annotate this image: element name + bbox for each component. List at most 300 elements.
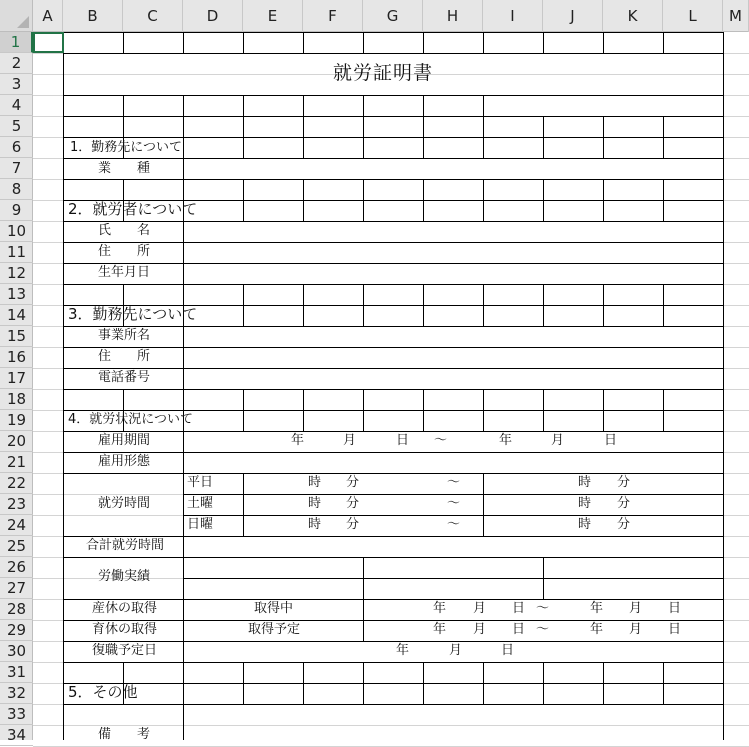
border-line [183,347,184,368]
border-line [303,32,304,53]
border-line [63,431,723,432]
saturday-end-minute: 分 [617,496,631,511]
border-line [183,179,184,200]
border-line [723,95,724,116]
remarks-label: 備 考 [98,727,151,742]
border-line [303,95,304,116]
border-line [183,389,184,410]
border-line [183,578,723,579]
border-line [63,326,723,327]
childcare-day-1: 日 [512,622,526,637]
row-header-6[interactable]: 6 [0,137,33,158]
border-line [663,389,664,410]
border-line [483,32,484,53]
row-header-9[interactable]: 9 [0,200,33,221]
border-line [663,200,664,221]
worker-name-label: 氏 名 [98,223,151,238]
border-line [243,305,244,326]
border-line [543,389,544,410]
row-header-34[interactable]: 34 [0,725,33,746]
border-line [603,410,604,431]
border-line [63,263,723,264]
border-line [543,137,544,158]
border-line [183,116,184,137]
row-header-24[interactable]: 24 [0,515,33,536]
row-header-28[interactable]: 28 [0,599,33,620]
column-header-h[interactable]: H [423,0,483,32]
period-month-2: 月 [551,433,565,448]
border-line [483,137,484,158]
border-line [423,179,424,200]
border-line [63,389,64,410]
maternity-day-2: 日 [668,601,682,616]
return-day: 日 [501,643,515,658]
row-header-32[interactable]: 32 [0,683,33,704]
border-line [63,347,64,368]
border-line [63,641,723,642]
border-line [363,179,364,200]
border-line [63,683,723,684]
border-line [183,221,184,242]
border-line [483,95,484,116]
border-line [423,200,424,221]
border-line [363,32,364,53]
border-line [63,53,64,95]
border-line [363,662,364,683]
border-line [183,158,184,179]
border-line [63,221,723,222]
border-line [423,389,424,410]
section3-heading: 3．勤務先について [68,305,198,323]
border-line [183,284,184,305]
sunday-tilde: ～ [447,517,461,532]
border-line [303,284,304,305]
border-line [543,200,544,221]
weekday-end-minute: 分 [617,475,631,490]
border-line [303,200,304,221]
row-header-10[interactable]: 10 [0,221,33,242]
border-line [63,284,64,305]
column-header-g[interactable]: G [363,0,423,32]
border-line [603,389,604,410]
border-line [663,116,664,137]
childcare-month-2: 月 [629,622,643,637]
row-header-4[interactable]: 4 [0,95,33,116]
row-header-30[interactable]: 30 [0,641,33,662]
border-line [63,683,64,704]
border-line [723,179,724,200]
border-line [363,137,364,158]
border-line [63,704,64,740]
period-day-2: 日 [604,433,618,448]
row-header-5[interactable]: 5 [0,116,33,137]
border-line [183,137,184,158]
border-line [543,410,544,431]
border-line [63,410,64,431]
border-line [723,53,724,95]
maternity-tilde: ～ [536,601,550,616]
weekday-start-minute: 分 [346,475,360,490]
border-line [183,431,184,452]
row-header-23[interactable]: 23 [0,494,33,515]
border-line [723,473,724,536]
border-line [243,473,244,536]
border-line [243,389,244,410]
border-line [183,683,184,704]
border-line [303,116,304,137]
border-line [303,683,304,704]
row-header-21[interactable]: 21 [0,452,33,473]
border-line [63,620,64,641]
border-line [243,137,244,158]
border-line [543,662,544,683]
border-line [243,179,244,200]
border-line [63,368,64,389]
border-line [723,284,724,305]
column-header-c[interactable]: C [123,0,183,32]
row-header-17[interactable]: 17 [0,368,33,389]
row-header-26[interactable]: 26 [0,557,33,578]
weekday-tilde: ～ [447,475,461,490]
section5-heading: 5．その他 [68,683,138,701]
border-line [423,662,424,683]
border-line [723,431,724,452]
row-header-20[interactable]: 20 [0,431,33,452]
border-line [243,116,244,137]
border-line [183,536,184,557]
maternity-month-2: 月 [629,601,643,616]
employment-type-label: 雇用形態 [98,454,151,469]
border-line [63,242,64,263]
border-line [483,116,484,137]
period-year-1: 年 [291,433,305,448]
column-header-a[interactable]: A [33,0,63,32]
saturday-tilde: ～ [447,496,461,511]
border-line [663,179,664,200]
sunday-end-minute: 分 [617,517,631,532]
row-header-11[interactable]: 11 [0,242,33,263]
border-line [723,137,724,158]
border-line [663,284,664,305]
border-line [483,389,484,410]
border-line [183,263,184,284]
border-line [183,32,184,53]
row-header-22[interactable]: 22 [0,473,33,494]
employment-period-label: 雇用期間 [98,433,151,448]
border-line [723,389,724,410]
column-header-f[interactable]: F [303,0,363,32]
row-header-8[interactable]: 8 [0,179,33,200]
row-header-3[interactable]: 3 [0,74,33,95]
border-line [723,641,724,662]
border-line [63,620,723,621]
column-header-d[interactable]: D [183,0,243,32]
period-day-1: 日 [396,433,410,448]
border-line [603,32,604,53]
border-line [663,410,664,431]
row-header-31[interactable]: 31 [0,662,33,683]
border-line [183,368,184,389]
border-line [243,662,244,683]
border-line [603,662,604,683]
border-line [243,32,244,53]
border-line [63,284,723,285]
border-line [603,683,604,704]
border-line [363,410,364,431]
border-line [723,683,724,704]
border-line [123,32,124,53]
border-line [63,326,64,347]
sunday-label: 日曜 [187,517,214,532]
border-line [723,158,724,179]
border-line [723,200,724,221]
border-line [603,179,604,200]
border-line [723,326,724,347]
border-line [123,179,124,200]
border-line [723,599,724,620]
border-line [63,662,64,683]
border-line [603,116,604,137]
border-line [243,200,244,221]
border-line [303,305,304,326]
border-line [423,284,424,305]
border-line [363,200,364,221]
office-name-label: 事業所名 [98,328,151,343]
return-month: 月 [449,643,463,658]
total-hours-label: 合計就労時間 [86,538,165,553]
border-line [63,116,723,117]
weekday-end-hour: 時 [578,475,592,490]
border-line [63,599,723,600]
childcare-leave-label: 育休の取得 [92,622,158,637]
column-header-j[interactable]: J [543,0,603,32]
border-line [63,200,64,221]
maternity-year-2: 年 [590,601,604,616]
sunday-start-hour: 時 [308,517,322,532]
weekday-start-hour: 時 [308,475,322,490]
border-line [63,158,64,179]
maternity-month-1: 月 [473,601,487,616]
border-line [63,221,64,242]
border-line [63,368,723,369]
row-header-1[interactable]: 1 [0,32,33,53]
border-line [123,284,124,305]
row-header-12[interactable]: 12 [0,263,33,284]
section1-heading: 1．勤務先について [70,140,183,155]
childcare-month-1: 月 [473,622,487,637]
border-line [183,95,184,116]
office-address-label: 住 所 [98,349,151,364]
border-line [63,431,64,452]
border-line [63,704,723,705]
border-line [543,305,544,326]
border-line [183,326,184,347]
border-line [63,389,723,390]
border-line [183,473,184,536]
sunday-end-hour: 時 [578,517,592,532]
border-line [303,137,304,158]
border-line [543,116,544,137]
weekday-label: 平日 [187,475,214,490]
period-month-1: 月 [343,433,357,448]
border-line [123,662,124,683]
border-line [123,116,124,137]
border-line [603,200,604,221]
border-line [303,389,304,410]
maternity-day-1: 日 [512,601,526,616]
saturday-start-hour: 時 [308,496,322,511]
column-header-e[interactable]: E [243,0,303,32]
column-header-b[interactable]: B [63,0,123,32]
border-line [723,242,724,263]
active-cell-a1[interactable] [33,32,64,53]
border-line [723,347,724,368]
border-line [63,32,723,33]
row-header-29[interactable]: 29 [0,620,33,641]
row-header-15[interactable]: 15 [0,326,33,347]
border-line [303,662,304,683]
border-line [63,662,723,663]
border-line [183,452,184,473]
border-line [723,32,724,53]
border-line [63,263,64,284]
border-line [363,599,364,620]
border-line [123,389,124,410]
section4-heading: 4．就労状況について [68,412,194,427]
border-line [363,389,364,410]
border-line [63,116,64,137]
childcare-status: 取得予定 [248,622,301,637]
row-header-2[interactable]: 2 [0,53,33,74]
border-line [723,221,724,242]
maternity-leave-label: 産休の取得 [92,601,158,616]
column-header-l[interactable]: L [663,0,723,32]
maternity-year-1: 年 [433,601,447,616]
border-line [663,683,664,704]
childcare-day-2: 日 [668,622,682,637]
row-header-33[interactable]: 33 [0,704,33,725]
border-line [723,410,724,431]
border-line [183,242,184,263]
border-line [483,662,484,683]
column-header-m[interactable]: M [723,0,749,32]
border-line [63,599,64,620]
row-header-25[interactable]: 25 [0,536,33,557]
border-line [603,305,604,326]
select-all-corner[interactable] [0,0,33,32]
border-line [363,683,364,704]
border-line [723,368,724,389]
border-line [663,137,664,158]
border-line [723,263,724,284]
border-line [63,347,723,348]
border-line [363,284,364,305]
saturday-label: 土曜 [187,496,214,511]
row-header-27[interactable]: 27 [0,578,33,599]
childcare-tilde: ～ [536,622,550,637]
border-line [63,53,723,54]
border-line [423,137,424,158]
border-line [363,620,364,641]
border-line [63,158,723,159]
border-line [483,200,484,221]
border-line [243,683,244,704]
border-line [303,179,304,200]
border-line [723,557,724,599]
return-year: 年 [396,643,410,658]
border-line [63,137,64,158]
border-line [543,32,544,53]
border-line [723,305,724,326]
working-hours-label: 就労時間 [98,496,151,511]
border-line [483,683,484,704]
row-header-16[interactable]: 16 [0,347,33,368]
maternity-status: 取得中 [254,601,294,616]
sunday-start-minute: 分 [346,517,360,532]
border-line [603,284,604,305]
childcare-year-1: 年 [433,622,447,637]
border-line [183,620,184,641]
birthdate-label: 生年月日 [98,265,151,280]
border-line [63,473,64,536]
border-line [663,662,664,683]
row-header-18[interactable]: 18 [0,389,33,410]
border-line [723,620,724,641]
border-line [543,284,544,305]
row-header-14[interactable]: 14 [0,305,33,326]
row-header-7[interactable]: 7 [0,158,33,179]
border-line [243,284,244,305]
border-line [423,32,424,53]
border-line [63,179,64,200]
border-line [723,536,724,557]
border-line [63,95,64,116]
select-all-triangle-icon [17,16,29,28]
border-line [363,116,364,137]
childcare-year-2: 年 [590,622,604,637]
border-line [423,410,424,431]
border-line [663,32,664,53]
border-line [423,95,424,116]
border-line [723,116,724,137]
worker-address-label: 住 所 [98,244,151,259]
row-header-19[interactable]: 19 [0,410,33,431]
border-line [363,95,364,116]
border-line [243,95,244,116]
border-line [63,95,723,96]
section2-heading: 2．就労者について [68,200,198,218]
border-line [63,641,64,662]
border-line [183,704,184,740]
border-line [63,452,64,473]
saturday-start-minute: 分 [346,496,360,511]
border-line [63,305,64,326]
row-header-13[interactable]: 13 [0,284,33,305]
border-line [363,305,364,326]
border-line [243,410,244,431]
column-header-i[interactable]: I [483,0,543,32]
column-header-k[interactable]: K [603,0,663,32]
industry-label: 業 種 [98,161,151,176]
border-line [63,179,723,180]
phone-label: 電話番号 [98,370,151,385]
border-line [423,116,424,137]
saturday-end-hour: 時 [578,496,592,511]
period-tilde: ～ [434,433,448,448]
border-line [723,662,724,683]
border-line [123,95,124,116]
border-line [63,557,723,558]
